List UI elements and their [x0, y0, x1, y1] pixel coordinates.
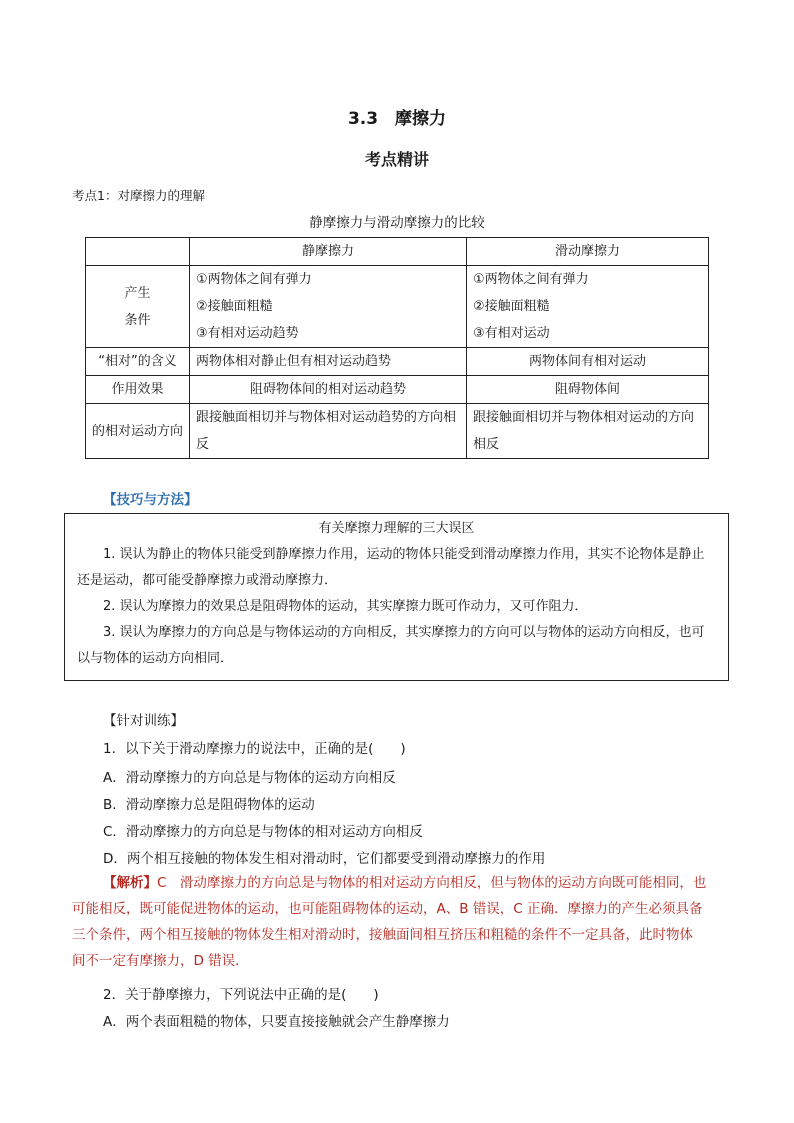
meaning-label: “相对”的含义 [86, 348, 190, 376]
table-caption: 静摩擦力与滑动摩擦力的比较 [309, 215, 485, 231]
meaning-static: 两物体相对静止但有相对运动趋势 [190, 348, 467, 376]
misconception-3: 3. 误认为摩擦力的方向总是与物体运动的方向相反，其实摩擦力的方向可以与物体的运动方向相反，也可以与物体的运动方向相同． [77, 625, 705, 666]
exercise-heading: 【针对训练】 [103, 713, 184, 729]
page-subtitle: 考点精讲 [364, 150, 429, 169]
misconception-2: 2. 误认为摩擦力的效果总是阻碍物体的运动，其实摩擦力既可作动力，又可作阻力． [103, 599, 588, 614]
static-conditions: ①两物体之间有弹力 ②接触面粗糙 ③有相对运动趋势 [190, 266, 467, 348]
effect-label: 作用效果 [86, 376, 190, 404]
answer-1-line-4: 间不一定有摩擦力，D 错误． [72, 953, 249, 969]
table-row-effect [86, 376, 709, 404]
header-static-friction: 静摩擦力 [190, 238, 467, 266]
sliding-conditions: ①两物体之间有弹力 ②接触面粗糙 ③有相对运动 [467, 266, 709, 348]
misconception-1: 1. 误认为静止的物体只能受到静摩擦力作用，运动的物体只能受到滑动摩擦力作用，其实不论物体是静止还是运动，都可能受静摩擦力或滑动摩擦力． [77, 547, 705, 588]
direction-sliding: 跟接触面相切并与物体相对运动的方向相反 [467, 404, 709, 459]
q1-option-a: A．滑动摩擦力的方向总是与物体的运动方向相反 [103, 770, 396, 786]
q2-option-a: A．两个表面粗糙的物体，只要直接接触就会产生静摩擦力 [103, 1014, 450, 1030]
page-title: 3.3 摩擦力 [347, 109, 447, 129]
question-1: 1．以下关于滑动摩擦力的说法中，正确的是( ) [103, 741, 406, 757]
effect-static: 阻碍物体间的相对运动趋势 [190, 376, 467, 404]
answer-1-line-3: 三个条件，两个相互接触的物体发生相对滑动时，接触面间相互挤压和粗糙的条件不一定具备，此时物体 [72, 927, 693, 943]
direction-static: 跟接触面相切并与物体相对运动趋势的方向相反 [190, 404, 467, 459]
comparison-table [85, 237, 709, 459]
table-row-meaning [86, 348, 709, 376]
table-corner-cell [86, 238, 190, 266]
kaodian-heading: 考点1：对摩擦力的理解 [72, 188, 205, 203]
header-sliding-friction: 滑动摩擦力 [467, 238, 709, 266]
meaning-sliding: 两物体间有相对运动 [467, 348, 709, 376]
question-2: 2．关于静摩擦力，下列说法中正确的是( ) [103, 987, 379, 1003]
table-row-condition [86, 266, 709, 348]
table-row-direction [86, 404, 709, 459]
effect-sliding: 阻碍物体间 [467, 376, 709, 404]
table-header-row [86, 238, 709, 266]
answer-tag: 【解析】 [103, 875, 157, 891]
misconceptions-box [64, 513, 729, 681]
q1-option-d: D．两个相互接触的物体发生相对滑动时，它们都要受到滑动摩擦力的作用 [103, 851, 546, 867]
skills-heading: 【技巧与方法】 [103, 492, 198, 508]
answer-1-line-2: 可能相反，既可能促进物体的运动，也可能阻碍物体的运动，A、B 错误，C 正确．摩擦力的产生必须具备 [72, 901, 703, 917]
q1-option-b: B．滑动摩擦力总是阻碍物体的运动 [103, 797, 315, 813]
box-title: 有关摩擦力理解的三大误区 [318, 521, 475, 536]
q1-option-c: C．滑动摩擦力的方向总是与物体的相对运动方向相反 [103, 824, 423, 840]
condition-label: 产生 条件 [86, 266, 190, 348]
answer-1-first-line: 【解析】C 滑动摩擦力的方向总是与物体的相对运动方向相反，但与物体的运动方向既可能相同，也 [103, 875, 707, 891]
direction-label: 的相对运动方向 [86, 404, 190, 459]
